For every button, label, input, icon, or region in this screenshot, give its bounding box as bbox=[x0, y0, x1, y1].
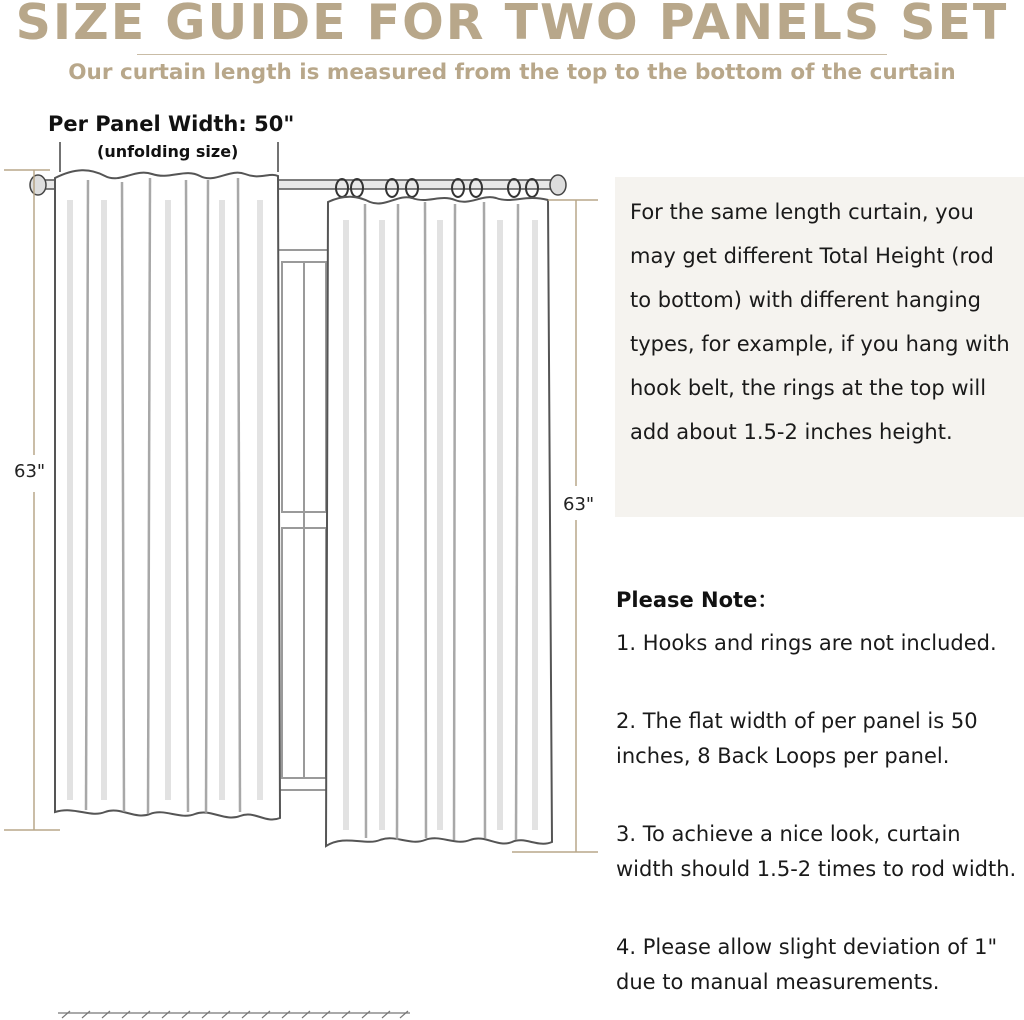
info-text: For the same length curtain, you may get different Total Height (rod to bottom) with different hanging types, for example, if you hang with hook belt, the rings at the top will add about 1.5-2 inches height. bbox=[630, 200, 1010, 444]
panel-width-label: Per Panel Width: 50" bbox=[48, 112, 295, 136]
page-subtitle: Our curtain length is measured from the top to the bottom of the curtain bbox=[68, 60, 956, 85]
page-title: SIZE GUIDE FOR TWO PANELS SET bbox=[15, 0, 1009, 51]
floor-hatching bbox=[58, 1011, 410, 1018]
window-frame bbox=[278, 250, 330, 790]
right-height-label: 63" bbox=[563, 494, 595, 515]
note-item: 4. Please allow slight deviation of 1" due to manual measurements. bbox=[616, 935, 998, 994]
title-divider bbox=[137, 54, 887, 55]
note-item: 1. Hooks and rings are not included. bbox=[616, 631, 997, 655]
note-item: 3. To achieve a nice look, curtain width should 1.5-2 times to rod width. bbox=[616, 822, 1017, 881]
notes-heading: Please Note： bbox=[616, 588, 779, 612]
left-height-label: 63" bbox=[14, 461, 46, 482]
right-curtain-panel bbox=[326, 197, 552, 846]
note-item: 2. The flat width of per panel is 50 inches, 8 Back Loops per panel. bbox=[616, 709, 978, 768]
panel-width-note: (unfolding size) bbox=[97, 142, 239, 161]
left-height-dimension bbox=[4, 170, 60, 830]
left-curtain-panel bbox=[55, 170, 280, 819]
curtain-illustration bbox=[0, 105, 610, 1020]
